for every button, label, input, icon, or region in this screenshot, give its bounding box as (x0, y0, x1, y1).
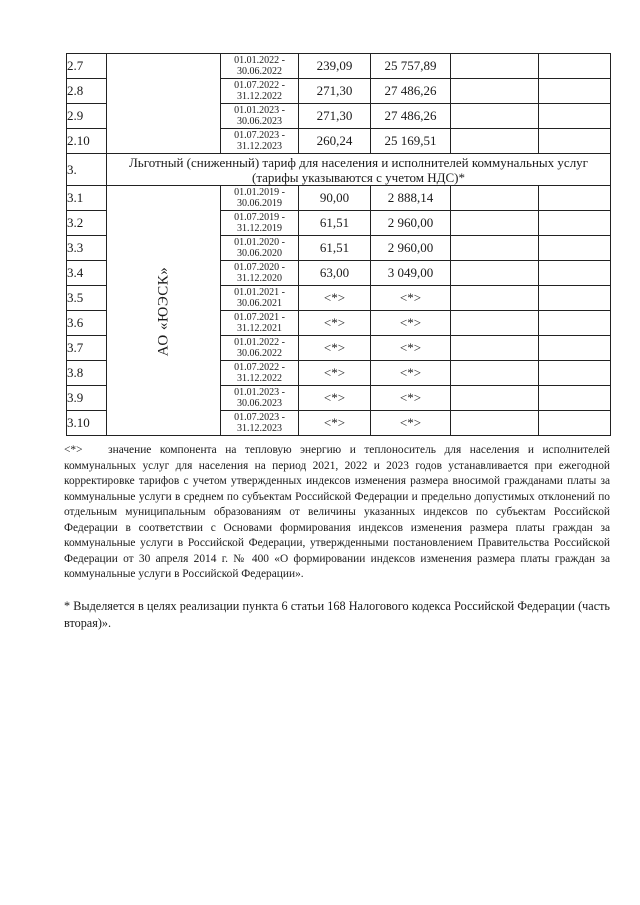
tariff-value-2: <*> (371, 311, 451, 336)
empty-cell (539, 311, 611, 336)
empty-cell (451, 129, 539, 154)
footnote-vat-text: * Выделяется в целях реализации пункта 6 статьи 168 Налогового кодекса Российской Федерации (часть вторая)». (64, 599, 610, 630)
empty-cell (539, 79, 611, 104)
empty-cell (451, 54, 539, 79)
footnote-star-marker: <*> (64, 444, 83, 456)
empty-cell (539, 336, 611, 361)
table-row (67, 54, 611, 79)
row-number: 3.6 (67, 311, 107, 336)
tariff-value-1: 271,30 (299, 104, 371, 129)
period-cell (221, 211, 299, 236)
period-start: 01.07.2022 - (234, 80, 285, 91)
empty-cell (539, 54, 611, 79)
footnote-star (64, 443, 610, 583)
empty-cell (539, 186, 611, 211)
empty-cell (539, 411, 611, 436)
tariff-value-1: 260,24 (299, 129, 371, 154)
row-number: 3.8 (67, 361, 107, 386)
empty-cell (539, 361, 611, 386)
tariff-value-2: 2 960,00 (371, 236, 451, 261)
tariff-value-1: <*> (299, 411, 371, 436)
tariff-value-2: <*> (371, 411, 451, 436)
period-cell (221, 54, 299, 79)
section-title (107, 154, 611, 186)
empty-cell (451, 104, 539, 129)
period-end: 30.06.2022 (237, 66, 282, 77)
row-number: 3.3 (67, 236, 107, 261)
period-cell (221, 186, 299, 211)
period-start: 01.07.2019 - (234, 212, 285, 223)
tariff-value-2: 27 486,26 (371, 104, 451, 129)
period-cell (221, 129, 299, 154)
period-cell (221, 386, 299, 411)
row-number: 3.4 (67, 261, 107, 286)
org-cell-empty (107, 54, 221, 154)
row-number: 2.8 (67, 79, 107, 104)
section-title-line1: Льготный (сниженный) тариф для населения и исполнителей коммунальных услуг (128, 154, 589, 170)
period-end: 31.12.2023 (237, 423, 282, 434)
period-start: 01.01.2021 - (234, 287, 285, 298)
period-end: 30.06.2022 (237, 348, 282, 359)
period-end: 30.06.2019 (237, 198, 282, 209)
period-end: 30.06.2023 (237, 116, 282, 127)
period-start: 01.07.2023 - (234, 130, 285, 141)
tariff-value-1: <*> (299, 286, 371, 311)
period-start: 01.07.2020 - (234, 262, 285, 273)
row-number: 2.9 (67, 104, 107, 129)
period-cell (221, 411, 299, 436)
tariff-value-1: 63,00 (299, 261, 371, 286)
period-start: 01.01.2023 - (234, 387, 285, 398)
tariff-value-1: 61,51 (299, 211, 371, 236)
section-header-row (67, 154, 611, 186)
empty-cell (451, 361, 539, 386)
empty-cell (451, 311, 539, 336)
tariff-value-1: <*> (299, 361, 371, 386)
period-start: 01.01.2020 - (234, 237, 285, 248)
row-number: 3.7 (67, 336, 107, 361)
period-start: 01.07.2023 - (234, 412, 285, 423)
tariff-value-1: 271,30 (299, 79, 371, 104)
empty-cell (451, 286, 539, 311)
empty-cell (539, 129, 611, 154)
row-number: 3.10 (67, 411, 107, 436)
empty-cell (539, 211, 611, 236)
tariff-value-2: 3 049,00 (371, 261, 451, 286)
footnote-star-text: значение компонента на тепловую энергию и теплоноситель для населения и исполнителей коммунальных услуг для населения на период 2021, 2022 и 2023 годов устанавливается при ежегодной корректировке тарифов с учетом утвержденных индексов изменения размера вносимой гражданами платы за коммунальные услуги в среднем по субъектам Российской Федерации и предельно допустимых отклонений по отдельным муниципальным образованиям от величины указанных индексов по субъектам Российской Федерации в соответствии с Основами формирования индексов изменения размера платы граждан за коммунальные услуги в Российской Федерации, утвержденными постановлением Правительства Российской Федерации от 30 апреля 2014 г. № 400 «О формировании индексов изменения размера платы граждан за коммунальные услуги в Российской Федерации». (64, 444, 610, 580)
period-cell (221, 261, 299, 286)
tariff-value-2: 25 169,51 (371, 129, 451, 154)
period-start: 01.01.2023 - (234, 105, 285, 116)
tariff-value-2: <*> (371, 361, 451, 386)
period-end: 31.12.2021 (237, 323, 282, 334)
tariff-value-2: 2 888,14 (371, 186, 451, 211)
section-title-line2: (тарифы указываются с учетом НДС)* (251, 169, 465, 185)
tariff-value-2: <*> (371, 336, 451, 361)
period-start: 01.07.2021 - (234, 312, 285, 323)
tariff-value-2: <*> (371, 386, 451, 411)
period-end: 31.12.2019 (237, 223, 282, 234)
row-number: 2.7 (67, 54, 107, 79)
period-start: 01.01.2019 - (234, 187, 285, 198)
tariff-value-1: <*> (299, 336, 371, 361)
empty-cell (451, 336, 539, 361)
tariff-value-2: 25 757,89 (371, 54, 451, 79)
empty-cell (539, 236, 611, 261)
period-start: 01.01.2022 - (234, 55, 285, 66)
period-end: 31.12.2022 (237, 91, 282, 102)
org-label: АО «ЮЭСК» (155, 266, 171, 356)
row-number: 3.9 (67, 386, 107, 411)
period-cell (221, 236, 299, 261)
footnote-vat (64, 598, 610, 632)
tariff-value-2: <*> (371, 286, 451, 311)
empty-cell (539, 286, 611, 311)
tariff-value-1: 90,00 (299, 186, 371, 211)
row-number: 3.2 (67, 211, 107, 236)
empty-cell (451, 186, 539, 211)
period-cell (221, 104, 299, 129)
empty-cell (539, 104, 611, 129)
tariff-value-1: <*> (299, 386, 371, 411)
empty-cell (539, 261, 611, 286)
empty-cell (451, 411, 539, 436)
row-number: 3.1 (67, 186, 107, 211)
section-number: 3. (67, 154, 107, 186)
tariff-value-2: 2 960,00 (371, 211, 451, 236)
period-end: 31.12.2023 (237, 141, 282, 152)
period-cell (221, 79, 299, 104)
table-row (67, 186, 611, 211)
tariff-table (66, 53, 611, 436)
row-number: 2.10 (67, 129, 107, 154)
period-start: 01.01.2022 - (234, 337, 285, 348)
period-cell (221, 311, 299, 336)
period-cell (221, 286, 299, 311)
empty-cell (451, 261, 539, 286)
empty-cell (451, 211, 539, 236)
period-cell (221, 361, 299, 386)
tariff-value-1: 61,51 (299, 236, 371, 261)
tariff-value-1: <*> (299, 311, 371, 336)
period-start: 01.07.2022 - (234, 362, 285, 373)
period-end: 30.06.2023 (237, 398, 282, 409)
org-cell (107, 186, 221, 436)
period-end: 31.12.2022 (237, 373, 282, 384)
period-cell (221, 336, 299, 361)
period-end: 30.06.2021 (237, 298, 282, 309)
empty-cell (451, 386, 539, 411)
empty-cell (539, 386, 611, 411)
empty-cell (451, 236, 539, 261)
tariff-value-2: 27 486,26 (371, 79, 451, 104)
period-end: 30.06.2020 (237, 248, 282, 259)
row-number: 3.5 (67, 286, 107, 311)
tariff-value-1: 239,09 (299, 54, 371, 79)
period-end: 31.12.2020 (237, 273, 282, 284)
empty-cell (451, 79, 539, 104)
